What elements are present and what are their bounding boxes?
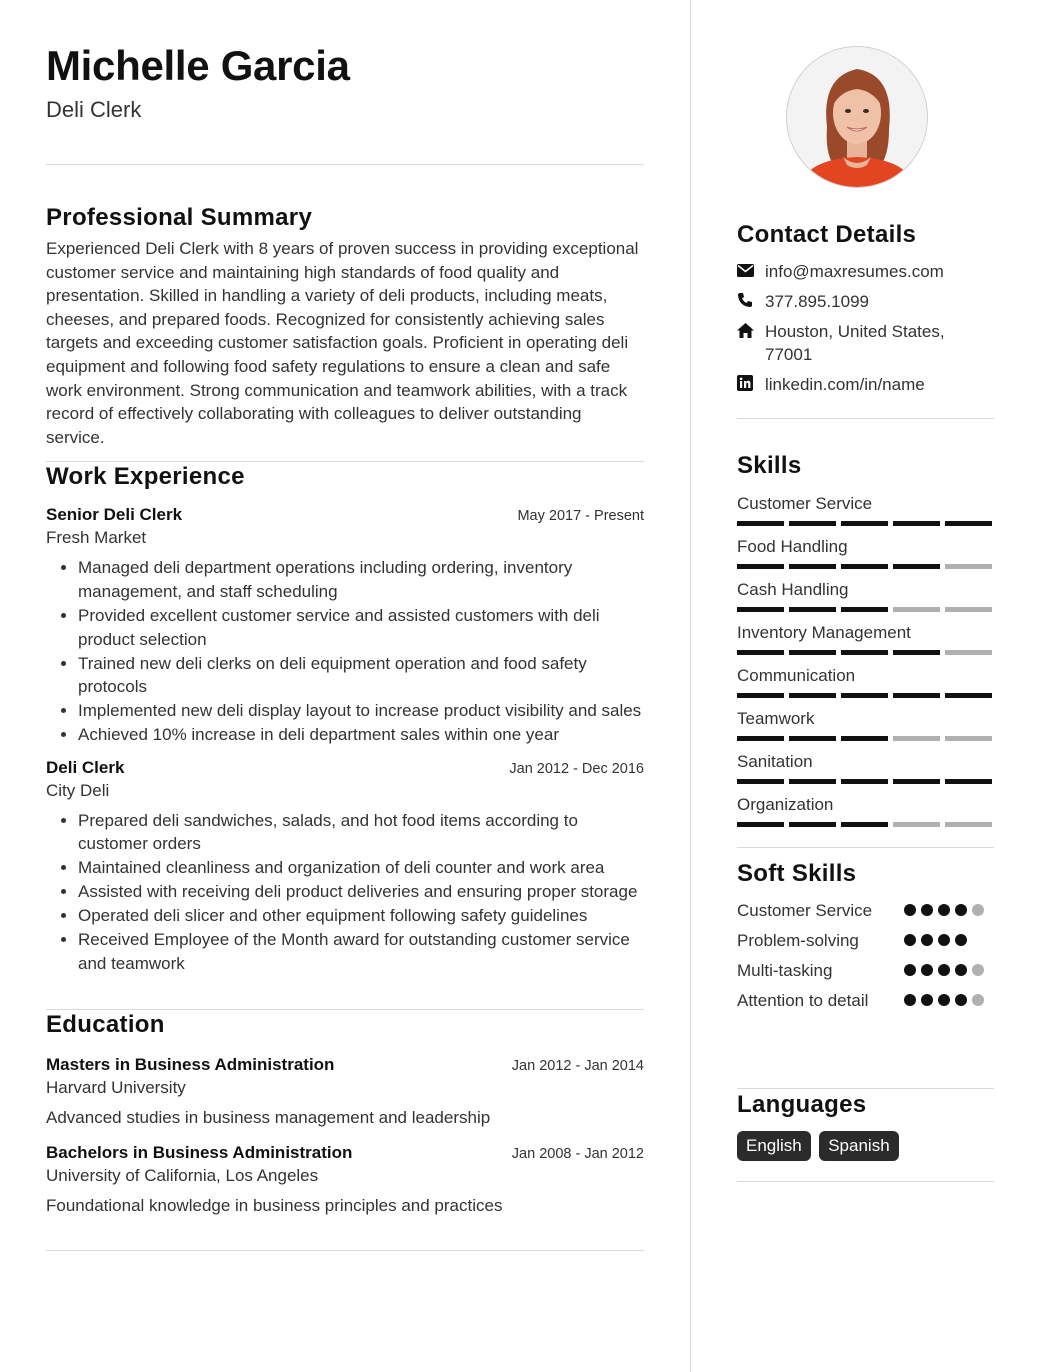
contact-phone <box>737 290 994 313</box>
list-item: • Implemented new deli display layout to increase product visibility and sales <box>78 699 644 723</box>
education-dates: Jan 2012 - Jan 2014 <box>511 1058 644 1075</box>
contact-section <box>737 220 994 419</box>
skill-level-bar <box>737 650 994 655</box>
job-company: Fresh Market <box>46 528 147 548</box>
rating-dot <box>955 904 967 916</box>
column-divider <box>690 0 691 1372</box>
portrait-image <box>787 47 927 187</box>
soft-skill-rating <box>904 929 994 952</box>
divider <box>737 847 994 848</box>
languages-section <box>737 1090 994 1182</box>
skill-level-segment <box>893 736 940 741</box>
main-column <box>46 40 644 1251</box>
contact-email-text[interactable]: info@maxresumes.com <box>765 262 944 281</box>
avatar <box>786 46 928 188</box>
envelope-icon <box>737 260 765 280</box>
soft-skill-item <box>737 959 994 982</box>
section-title: Work Experience <box>46 463 245 491</box>
job-bullets <box>46 809 644 976</box>
skill-item <box>737 493 994 526</box>
list-item: • Achieved 10% increase in deli department sales within one year <box>78 723 644 747</box>
rating-dot <box>904 934 916 946</box>
rating-dot <box>938 964 950 976</box>
list-item: • Prepared deli sandwiches, salads, and hot food items according to customer orders <box>78 809 644 856</box>
section-title: Soft Skills <box>737 860 857 887</box>
language-chip: Spanish <box>819 1131 898 1161</box>
contact-address-text: Houston, United States, 77001 <box>765 322 945 364</box>
contact-email <box>737 260 994 283</box>
soft-skill-name: Attention to detail <box>737 991 869 1010</box>
job-title: Deli Clerk <box>46 97 142 122</box>
skill-name: Sanitation <box>737 752 813 771</box>
job-company: City Deli <box>46 780 110 800</box>
skill-level-segment <box>945 650 992 655</box>
list-item: • Assisted with receiving deli product deliveries and ensuring proper storage <box>78 880 644 904</box>
rating-dot <box>972 964 984 976</box>
skill-level-segment <box>893 822 940 827</box>
phone-icon <box>737 290 765 310</box>
skill-level-bar <box>737 607 994 612</box>
job-entry <box>46 504 644 746</box>
skill-level-segment <box>945 822 992 827</box>
skill-level-segment <box>893 521 940 526</box>
rating-dot <box>921 994 933 1006</box>
skill-level-segment <box>841 607 888 612</box>
soft-skill-item <box>737 899 994 922</box>
education-description: Foundational knowledge in business principles and practices <box>46 1195 503 1215</box>
skill-item <box>737 579 994 612</box>
rating-dot <box>921 904 933 916</box>
skill-level-segment <box>893 693 940 698</box>
skill-level-segment <box>841 650 888 655</box>
rating-dot <box>955 934 967 946</box>
school: Harvard University <box>46 1078 186 1098</box>
job-entry <box>46 757 644 976</box>
skill-level-segment <box>841 693 888 698</box>
skill-item <box>737 794 994 827</box>
skill-name: Inventory Management <box>737 623 911 642</box>
skill-level-bar <box>737 693 994 698</box>
list-item: • Managed deli department operations including ordering, inventory management, and staff scheduling <box>78 556 644 603</box>
rating-dot <box>955 994 967 1006</box>
skill-level-segment <box>841 779 888 784</box>
job-dates: Jan 2012 - Dec 2016 <box>509 760 644 777</box>
list-item: • Received Employee of the Month award for outstanding customer service and teamwork <box>78 928 644 975</box>
skill-level-segment <box>841 736 888 741</box>
job-dates: May 2017 - Present <box>517 508 644 525</box>
rating-dot <box>938 904 950 916</box>
soft-skill-item <box>737 929 994 952</box>
skill-level-segment <box>893 650 940 655</box>
divider <box>737 1181 994 1182</box>
skill-level-segment <box>737 650 784 655</box>
rating-dot <box>955 964 967 976</box>
job-role: Senior Deli Clerk <box>46 505 183 525</box>
soft-skills-list <box>737 899 994 1012</box>
education-entry <box>46 1054 644 1130</box>
degree: Masters in Business Administration <box>46 1055 335 1075</box>
language-chips <box>737 1131 994 1161</box>
rating-dot <box>921 934 933 946</box>
contact-phone-text[interactable]: 377.895.1099 <box>765 292 869 311</box>
list-item: • Maintained cleanliness and organization of deli counter and work area <box>78 856 644 880</box>
rating-dot <box>972 994 984 1006</box>
soft-skill-rating <box>904 959 994 982</box>
skill-level-bar <box>737 564 994 569</box>
divider <box>737 1088 994 1089</box>
skill-level-segment <box>945 779 992 784</box>
skill-level-segment <box>789 521 836 526</box>
skills-section <box>737 451 994 848</box>
divider <box>46 164 644 165</box>
rating-dot <box>904 964 916 976</box>
job-bullets <box>46 556 644 746</box>
skill-level-segment <box>893 607 940 612</box>
language-chip: English <box>737 1131 811 1161</box>
skill-level-segment <box>841 521 888 526</box>
skill-level-segment <box>789 650 836 655</box>
skill-item <box>737 622 994 655</box>
skill-level-segment <box>737 822 784 827</box>
list-item: • Provided excellent customer service and assisted customers with deli product selection <box>78 604 644 651</box>
skill-level-segment <box>789 822 836 827</box>
linkedin-icon <box>737 373 765 393</box>
list-item: • Operated deli slicer and other equipment following safety guidelines <box>78 904 644 928</box>
skill-level-segment <box>737 779 784 784</box>
skill-name: Customer Service <box>737 494 873 513</box>
skill-item <box>737 708 994 741</box>
skill-level-bar <box>737 521 994 526</box>
soft-skill-item <box>737 989 994 1012</box>
skill-level-bar <box>737 779 994 784</box>
contact-linkedin-text[interactable]: linkedin.com/in/name <box>765 375 925 394</box>
education-entry <box>46 1142 644 1218</box>
skill-level-segment <box>737 564 784 569</box>
rating-dot <box>904 994 916 1006</box>
divider <box>737 418 994 419</box>
education-section <box>46 1010 644 1217</box>
skill-item <box>737 751 994 784</box>
soft-skill-name: Problem-solving <box>737 931 859 950</box>
skill-level-segment <box>893 564 940 569</box>
skill-level-segment <box>737 693 784 698</box>
home-icon <box>737 320 765 340</box>
skill-level-segment <box>737 736 784 741</box>
section-title: Education <box>46 1011 165 1039</box>
skill-level-segment <box>945 607 992 612</box>
summary-text: Experienced Deli Clerk with 8 years of proven success in providing exceptional customer service and maintaining high standards of food quality and presentation. Skilled in handling a variety of deli products, including meats, cheeses, and prepared foods. Recognized for consistently achieving sales targets and exceeding customer satisfaction goals. Proficient in operating deli equipment and following food safety regulations to ensure a clean and safe work environment. Strong communication and teamwork abilities, with a track record of effectively collaborating with colleagues to deliver outstanding service. <box>46 239 639 447</box>
education-description: Advanced studies in business management and leadership <box>46 1108 491 1128</box>
section-title: Contact Details <box>737 221 917 248</box>
divider <box>46 1250 644 1251</box>
soft-skill-name: Multi-tasking <box>737 961 833 980</box>
skill-name: Organization <box>737 795 834 814</box>
section-title: Languages <box>737 1091 867 1118</box>
skill-item <box>737 665 994 698</box>
rating-dot <box>938 934 950 946</box>
soft-skill-rating <box>904 899 994 922</box>
skill-name: Food Handling <box>737 537 848 556</box>
education-dates: Jan 2008 - Jan 2012 <box>511 1145 644 1162</box>
contact-linkedin <box>737 373 994 396</box>
skill-level-segment <box>893 779 940 784</box>
skill-level-segment <box>789 564 836 569</box>
rating-dot <box>921 964 933 976</box>
skill-item <box>737 536 994 569</box>
candidate-name: Michelle Garcia <box>46 42 350 89</box>
skill-level-segment <box>789 779 836 784</box>
skill-level-segment <box>945 521 992 526</box>
soft-skill-name: Customer Service <box>737 901 873 920</box>
skill-level-segment <box>737 521 784 526</box>
skill-level-segment <box>737 607 784 612</box>
skill-level-segment <box>789 736 836 741</box>
summary-section <box>46 203 644 449</box>
school: University of California, Los Angeles <box>46 1165 319 1185</box>
rating-dot <box>938 994 950 1006</box>
skill-level-segment <box>945 693 992 698</box>
skill-level-segment <box>945 736 992 741</box>
soft-skills-section <box>737 859 994 1019</box>
degree: Bachelors in Business Administration <box>46 1142 353 1162</box>
skill-level-segment <box>945 564 992 569</box>
skill-level-segment <box>789 607 836 612</box>
skill-name: Teamwork <box>737 709 815 728</box>
skill-level-segment <box>789 693 836 698</box>
skill-level-segment <box>841 564 888 569</box>
section-title: Professional Summary <box>46 204 313 231</box>
soft-skill-rating <box>904 989 994 1012</box>
experience-section <box>46 462 644 975</box>
rating-dot <box>904 904 916 916</box>
skill-level-bar <box>737 736 994 741</box>
skill-level-bar <box>737 822 994 827</box>
skill-name: Communication <box>737 666 856 685</box>
contact-address <box>737 320 994 366</box>
section-title: Skills <box>737 452 802 479</box>
job-role: Deli Clerk <box>46 757 125 777</box>
skills-list <box>737 493 994 827</box>
skill-name: Cash Handling <box>737 580 849 599</box>
list-item: • Trained new deli clerks on deli equipment operation and food safety protocols <box>78 652 644 699</box>
skill-level-segment <box>841 822 888 827</box>
rating-dot <box>972 904 984 916</box>
